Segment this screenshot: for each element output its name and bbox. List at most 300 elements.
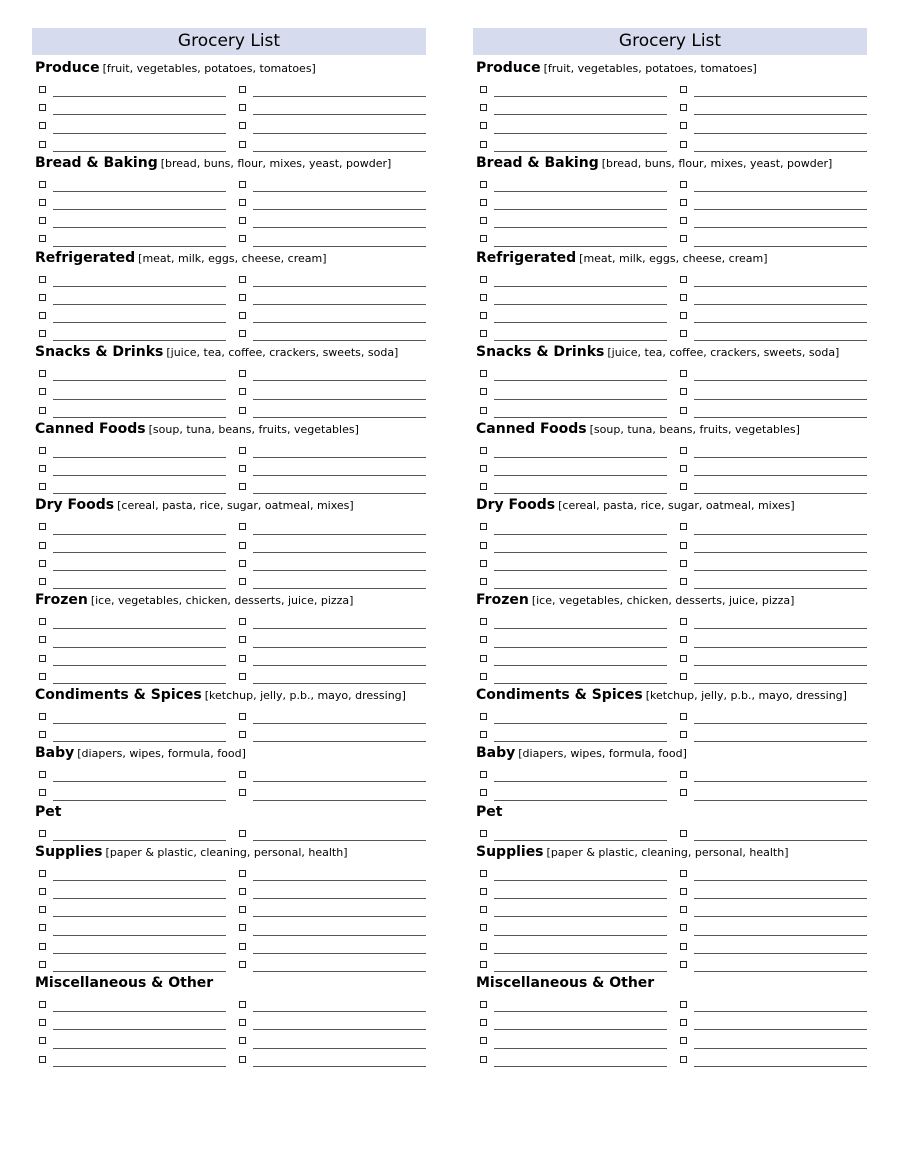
item-checkbox[interactable] — [39, 104, 46, 111]
item-write-line[interactable] — [253, 534, 426, 535]
item-checkbox[interactable] — [39, 86, 46, 93]
item-checkbox[interactable] — [480, 560, 487, 567]
item-checkbox[interactable] — [239, 523, 246, 530]
item-checkbox[interactable] — [680, 312, 687, 319]
item-checkbox[interactable] — [39, 330, 46, 337]
item-checkbox[interactable] — [39, 943, 46, 950]
item-write-line[interactable] — [53, 493, 226, 494]
item-write-line[interactable] — [253, 588, 426, 589]
item-write-line[interactable] — [253, 935, 426, 936]
item-write-line[interactable] — [253, 286, 426, 287]
item-checkbox[interactable] — [39, 560, 46, 567]
item-checkbox[interactable] — [680, 181, 687, 188]
item-write-line[interactable] — [494, 840, 667, 841]
item-write-line[interactable] — [494, 741, 667, 742]
item-checkbox[interactable] — [239, 560, 246, 567]
item-checkbox[interactable] — [480, 771, 487, 778]
item-checkbox[interactable] — [39, 181, 46, 188]
item-checkbox[interactable] — [480, 1001, 487, 1008]
item-checkbox[interactable] — [239, 104, 246, 111]
item-write-line[interactable] — [253, 304, 426, 305]
item-checkbox[interactable] — [680, 943, 687, 950]
item-checkbox[interactable] — [480, 217, 487, 224]
item-write-line[interactable] — [494, 534, 667, 535]
item-checkbox[interactable] — [480, 924, 487, 931]
item-checkbox[interactable] — [239, 388, 246, 395]
item-checkbox[interactable] — [239, 673, 246, 680]
item-write-line[interactable] — [253, 916, 426, 917]
item-checkbox[interactable] — [39, 578, 46, 585]
item-write-line[interactable] — [53, 340, 226, 341]
item-checkbox[interactable] — [680, 618, 687, 625]
item-write-line[interactable] — [253, 399, 426, 400]
item-checkbox[interactable] — [239, 1001, 246, 1008]
item-write-line[interactable] — [494, 1011, 667, 1012]
item-write-line[interactable] — [53, 417, 226, 418]
item-write-line[interactable] — [53, 683, 226, 684]
item-write-line[interactable] — [53, 628, 226, 629]
item-write-line[interactable] — [694, 781, 867, 782]
item-checkbox[interactable] — [239, 294, 246, 301]
item-checkbox[interactable] — [39, 141, 46, 148]
item-write-line[interactable] — [694, 971, 867, 972]
item-checkbox[interactable] — [680, 961, 687, 968]
item-write-line[interactable] — [694, 133, 867, 134]
item-checkbox[interactable] — [480, 961, 487, 968]
item-checkbox[interactable] — [480, 276, 487, 283]
item-write-line[interactable] — [694, 227, 867, 228]
item-write-line[interactable] — [253, 227, 426, 228]
item-checkbox[interactable] — [680, 673, 687, 680]
item-checkbox[interactable] — [680, 330, 687, 337]
item-write-line[interactable] — [694, 552, 867, 553]
item-checkbox[interactable] — [480, 1037, 487, 1044]
item-write-line[interactable] — [253, 647, 426, 648]
item-checkbox[interactable] — [239, 961, 246, 968]
item-checkbox[interactable] — [239, 1056, 246, 1063]
item-write-line[interactable] — [53, 1029, 226, 1030]
item-write-line[interactable] — [253, 628, 426, 629]
item-checkbox[interactable] — [39, 771, 46, 778]
item-checkbox[interactable] — [39, 713, 46, 720]
item-write-line[interactable] — [494, 898, 667, 899]
item-checkbox[interactable] — [680, 542, 687, 549]
item-write-line[interactable] — [694, 916, 867, 917]
item-checkbox[interactable] — [480, 888, 487, 895]
item-checkbox[interactable] — [680, 388, 687, 395]
item-write-line[interactable] — [694, 246, 867, 247]
item-write-line[interactable] — [694, 114, 867, 115]
item-checkbox[interactable] — [480, 906, 487, 913]
item-write-line[interactable] — [53, 570, 226, 571]
item-write-line[interactable] — [494, 665, 667, 666]
item-checkbox[interactable] — [480, 294, 487, 301]
item-checkbox[interactable] — [239, 1037, 246, 1044]
item-write-line[interactable] — [53, 1066, 226, 1067]
item-checkbox[interactable] — [680, 86, 687, 93]
item-write-line[interactable] — [53, 741, 226, 742]
item-write-line[interactable] — [53, 133, 226, 134]
item-write-line[interactable] — [53, 840, 226, 841]
item-checkbox[interactable] — [680, 217, 687, 224]
item-write-line[interactable] — [694, 475, 867, 476]
item-checkbox[interactable] — [480, 312, 487, 319]
item-write-line[interactable] — [694, 628, 867, 629]
item-checkbox[interactable] — [239, 199, 246, 206]
item-checkbox[interactable] — [680, 483, 687, 490]
item-write-line[interactable] — [694, 800, 867, 801]
item-checkbox[interactable] — [39, 1037, 46, 1044]
item-write-line[interactable] — [694, 1029, 867, 1030]
item-write-line[interactable] — [253, 552, 426, 553]
item-write-line[interactable] — [494, 1066, 667, 1067]
item-write-line[interactable] — [53, 898, 226, 899]
item-checkbox[interactable] — [239, 483, 246, 490]
item-write-line[interactable] — [494, 417, 667, 418]
item-checkbox[interactable] — [480, 673, 487, 680]
item-write-line[interactable] — [253, 246, 426, 247]
item-checkbox[interactable] — [39, 542, 46, 549]
item-write-line[interactable] — [694, 286, 867, 287]
item-checkbox[interactable] — [480, 483, 487, 490]
item-write-line[interactable] — [694, 588, 867, 589]
item-write-line[interactable] — [53, 246, 226, 247]
item-write-line[interactable] — [253, 322, 426, 323]
item-checkbox[interactable] — [39, 789, 46, 796]
item-checkbox[interactable] — [680, 888, 687, 895]
item-write-line[interactable] — [694, 570, 867, 571]
item-checkbox[interactable] — [239, 870, 246, 877]
item-write-line[interactable] — [494, 151, 667, 152]
item-checkbox[interactable] — [480, 830, 487, 837]
item-write-line[interactable] — [253, 723, 426, 724]
item-checkbox[interactable] — [480, 235, 487, 242]
item-write-line[interactable] — [253, 1066, 426, 1067]
item-write-line[interactable] — [253, 971, 426, 972]
item-write-line[interactable] — [53, 1011, 226, 1012]
item-checkbox[interactable] — [480, 1056, 487, 1063]
item-checkbox[interactable] — [680, 447, 687, 454]
item-checkbox[interactable] — [680, 294, 687, 301]
item-write-line[interactable] — [253, 880, 426, 881]
item-checkbox[interactable] — [39, 888, 46, 895]
item-write-line[interactable] — [694, 417, 867, 418]
item-checkbox[interactable] — [239, 888, 246, 895]
item-write-line[interactable] — [494, 399, 667, 400]
item-write-line[interactable] — [253, 96, 426, 97]
item-checkbox[interactable] — [480, 407, 487, 414]
item-write-line[interactable] — [694, 665, 867, 666]
item-write-line[interactable] — [53, 665, 226, 666]
item-write-line[interactable] — [253, 898, 426, 899]
item-checkbox[interactable] — [480, 731, 487, 738]
item-write-line[interactable] — [694, 1048, 867, 1049]
item-write-line[interactable] — [53, 399, 226, 400]
item-write-line[interactable] — [253, 457, 426, 458]
item-checkbox[interactable] — [480, 655, 487, 662]
item-write-line[interactable] — [53, 647, 226, 648]
item-checkbox[interactable] — [39, 523, 46, 530]
item-checkbox[interactable] — [39, 217, 46, 224]
item-checkbox[interactable] — [680, 370, 687, 377]
item-checkbox[interactable] — [480, 181, 487, 188]
item-checkbox[interactable] — [239, 906, 246, 913]
item-checkbox[interactable] — [480, 578, 487, 585]
item-checkbox[interactable] — [239, 141, 246, 148]
item-write-line[interactable] — [494, 246, 667, 247]
item-checkbox[interactable] — [239, 330, 246, 337]
item-checkbox[interactable] — [680, 1037, 687, 1044]
item-write-line[interactable] — [494, 628, 667, 629]
item-write-line[interactable] — [53, 953, 226, 954]
item-checkbox[interactable] — [480, 330, 487, 337]
item-checkbox[interactable] — [239, 943, 246, 950]
item-checkbox[interactable] — [480, 104, 487, 111]
item-checkbox[interactable] — [39, 199, 46, 206]
item-write-line[interactable] — [494, 570, 667, 571]
item-write-line[interactable] — [53, 151, 226, 152]
item-write-line[interactable] — [694, 1011, 867, 1012]
item-checkbox[interactable] — [680, 771, 687, 778]
item-checkbox[interactable] — [39, 731, 46, 738]
item-checkbox[interactable] — [39, 447, 46, 454]
item-checkbox[interactable] — [680, 276, 687, 283]
item-checkbox[interactable] — [239, 86, 246, 93]
item-write-line[interactable] — [494, 880, 667, 881]
item-write-line[interactable] — [494, 322, 667, 323]
item-write-line[interactable] — [253, 133, 426, 134]
item-checkbox[interactable] — [39, 276, 46, 283]
item-checkbox[interactable] — [239, 407, 246, 414]
item-write-line[interactable] — [494, 475, 667, 476]
item-checkbox[interactable] — [239, 235, 246, 242]
item-checkbox[interactable] — [680, 636, 687, 643]
item-checkbox[interactable] — [239, 122, 246, 129]
item-write-line[interactable] — [253, 570, 426, 571]
item-write-line[interactable] — [694, 683, 867, 684]
item-write-line[interactable] — [494, 588, 667, 589]
item-checkbox[interactable] — [239, 1019, 246, 1026]
item-write-line[interactable] — [253, 151, 426, 152]
item-checkbox[interactable] — [39, 961, 46, 968]
item-checkbox[interactable] — [39, 235, 46, 242]
item-checkbox[interactable] — [239, 578, 246, 585]
item-checkbox[interactable] — [680, 1019, 687, 1026]
item-write-line[interactable] — [253, 1029, 426, 1030]
item-checkbox[interactable] — [39, 370, 46, 377]
item-write-line[interactable] — [694, 741, 867, 742]
item-write-line[interactable] — [694, 898, 867, 899]
item-write-line[interactable] — [53, 191, 226, 192]
item-checkbox[interactable] — [480, 713, 487, 720]
item-checkbox[interactable] — [480, 789, 487, 796]
item-checkbox[interactable] — [480, 636, 487, 643]
item-write-line[interactable] — [494, 114, 667, 115]
item-checkbox[interactable] — [680, 560, 687, 567]
item-write-line[interactable] — [494, 1048, 667, 1049]
item-write-line[interactable] — [694, 534, 867, 535]
item-write-line[interactable] — [253, 1011, 426, 1012]
item-write-line[interactable] — [494, 133, 667, 134]
item-write-line[interactable] — [53, 114, 226, 115]
item-checkbox[interactable] — [39, 673, 46, 680]
item-write-line[interactable] — [494, 552, 667, 553]
item-checkbox[interactable] — [680, 104, 687, 111]
item-checkbox[interactable] — [39, 465, 46, 472]
item-write-line[interactable] — [253, 953, 426, 954]
item-write-line[interactable] — [694, 209, 867, 210]
item-write-line[interactable] — [494, 781, 667, 782]
item-write-line[interactable] — [694, 840, 867, 841]
item-write-line[interactable] — [53, 475, 226, 476]
item-checkbox[interactable] — [680, 731, 687, 738]
item-checkbox[interactable] — [39, 1019, 46, 1026]
item-write-line[interactable] — [53, 935, 226, 936]
item-checkbox[interactable] — [39, 312, 46, 319]
item-checkbox[interactable] — [39, 655, 46, 662]
item-checkbox[interactable] — [680, 141, 687, 148]
item-checkbox[interactable] — [239, 276, 246, 283]
item-write-line[interactable] — [694, 399, 867, 400]
item-checkbox[interactable] — [680, 655, 687, 662]
item-write-line[interactable] — [53, 971, 226, 972]
item-write-line[interactable] — [494, 683, 667, 684]
item-checkbox[interactable] — [680, 578, 687, 585]
item-write-line[interactable] — [53, 96, 226, 97]
item-checkbox[interactable] — [239, 465, 246, 472]
item-checkbox[interactable] — [680, 906, 687, 913]
item-write-line[interactable] — [494, 800, 667, 801]
item-checkbox[interactable] — [680, 235, 687, 242]
item-write-line[interactable] — [53, 322, 226, 323]
item-write-line[interactable] — [253, 475, 426, 476]
item-write-line[interactable] — [494, 304, 667, 305]
item-checkbox[interactable] — [480, 86, 487, 93]
item-checkbox[interactable] — [480, 199, 487, 206]
item-write-line[interactable] — [53, 380, 226, 381]
item-write-line[interactable] — [694, 191, 867, 192]
item-checkbox[interactable] — [239, 217, 246, 224]
item-write-line[interactable] — [253, 380, 426, 381]
item-write-line[interactable] — [53, 286, 226, 287]
item-write-line[interactable] — [694, 880, 867, 881]
item-checkbox[interactable] — [39, 618, 46, 625]
item-write-line[interactable] — [253, 800, 426, 801]
item-checkbox[interactable] — [239, 771, 246, 778]
item-checkbox[interactable] — [239, 924, 246, 931]
item-write-line[interactable] — [694, 1066, 867, 1067]
item-checkbox[interactable] — [39, 1056, 46, 1063]
item-checkbox[interactable] — [39, 388, 46, 395]
item-checkbox[interactable] — [239, 370, 246, 377]
item-checkbox[interactable] — [239, 731, 246, 738]
item-checkbox[interactable] — [480, 618, 487, 625]
item-checkbox[interactable] — [39, 407, 46, 414]
item-write-line[interactable] — [494, 457, 667, 458]
item-checkbox[interactable] — [680, 789, 687, 796]
item-write-line[interactable] — [53, 552, 226, 553]
item-checkbox[interactable] — [39, 1001, 46, 1008]
item-checkbox[interactable] — [239, 542, 246, 549]
item-write-line[interactable] — [53, 800, 226, 801]
item-write-line[interactable] — [494, 227, 667, 228]
item-write-line[interactable] — [494, 971, 667, 972]
item-checkbox[interactable] — [480, 523, 487, 530]
item-checkbox[interactable] — [39, 122, 46, 129]
item-checkbox[interactable] — [480, 141, 487, 148]
item-write-line[interactable] — [253, 683, 426, 684]
item-write-line[interactable] — [53, 723, 226, 724]
item-checkbox[interactable] — [39, 294, 46, 301]
item-checkbox[interactable] — [239, 713, 246, 720]
item-write-line[interactable] — [494, 340, 667, 341]
item-write-line[interactable] — [694, 457, 867, 458]
item-checkbox[interactable] — [680, 870, 687, 877]
item-write-line[interactable] — [494, 380, 667, 381]
item-checkbox[interactable] — [239, 830, 246, 837]
item-checkbox[interactable] — [480, 122, 487, 129]
item-write-line[interactable] — [253, 840, 426, 841]
item-write-line[interactable] — [53, 457, 226, 458]
item-write-line[interactable] — [53, 781, 226, 782]
item-checkbox[interactable] — [39, 636, 46, 643]
item-write-line[interactable] — [494, 647, 667, 648]
item-write-line[interactable] — [253, 417, 426, 418]
item-write-line[interactable] — [53, 209, 226, 210]
item-checkbox[interactable] — [680, 713, 687, 720]
item-write-line[interactable] — [494, 935, 667, 936]
item-write-line[interactable] — [694, 380, 867, 381]
item-write-line[interactable] — [253, 209, 426, 210]
item-checkbox[interactable] — [680, 523, 687, 530]
item-write-line[interactable] — [253, 665, 426, 666]
item-checkbox[interactable] — [680, 407, 687, 414]
item-checkbox[interactable] — [239, 618, 246, 625]
item-checkbox[interactable] — [680, 199, 687, 206]
item-write-line[interactable] — [494, 493, 667, 494]
item-checkbox[interactable] — [680, 1001, 687, 1008]
item-checkbox[interactable] — [239, 636, 246, 643]
item-write-line[interactable] — [494, 723, 667, 724]
item-checkbox[interactable] — [480, 370, 487, 377]
item-write-line[interactable] — [694, 953, 867, 954]
item-write-line[interactable] — [694, 304, 867, 305]
item-checkbox[interactable] — [480, 465, 487, 472]
item-checkbox[interactable] — [239, 789, 246, 796]
item-checkbox[interactable] — [39, 924, 46, 931]
item-write-line[interactable] — [494, 191, 667, 192]
item-write-line[interactable] — [253, 340, 426, 341]
item-write-line[interactable] — [494, 1029, 667, 1030]
item-write-line[interactable] — [53, 916, 226, 917]
item-write-line[interactable] — [694, 723, 867, 724]
item-write-line[interactable] — [494, 953, 667, 954]
item-write-line[interactable] — [494, 286, 667, 287]
item-checkbox[interactable] — [39, 870, 46, 877]
item-checkbox[interactable] — [39, 906, 46, 913]
item-write-line[interactable] — [253, 1048, 426, 1049]
item-write-line[interactable] — [253, 741, 426, 742]
item-checkbox[interactable] — [480, 388, 487, 395]
item-checkbox[interactable] — [680, 830, 687, 837]
item-write-line[interactable] — [494, 96, 667, 97]
item-write-line[interactable] — [494, 209, 667, 210]
item-checkbox[interactable] — [239, 655, 246, 662]
item-checkbox[interactable] — [480, 542, 487, 549]
item-checkbox[interactable] — [680, 924, 687, 931]
item-checkbox[interactable] — [680, 1056, 687, 1063]
item-write-line[interactable] — [694, 340, 867, 341]
